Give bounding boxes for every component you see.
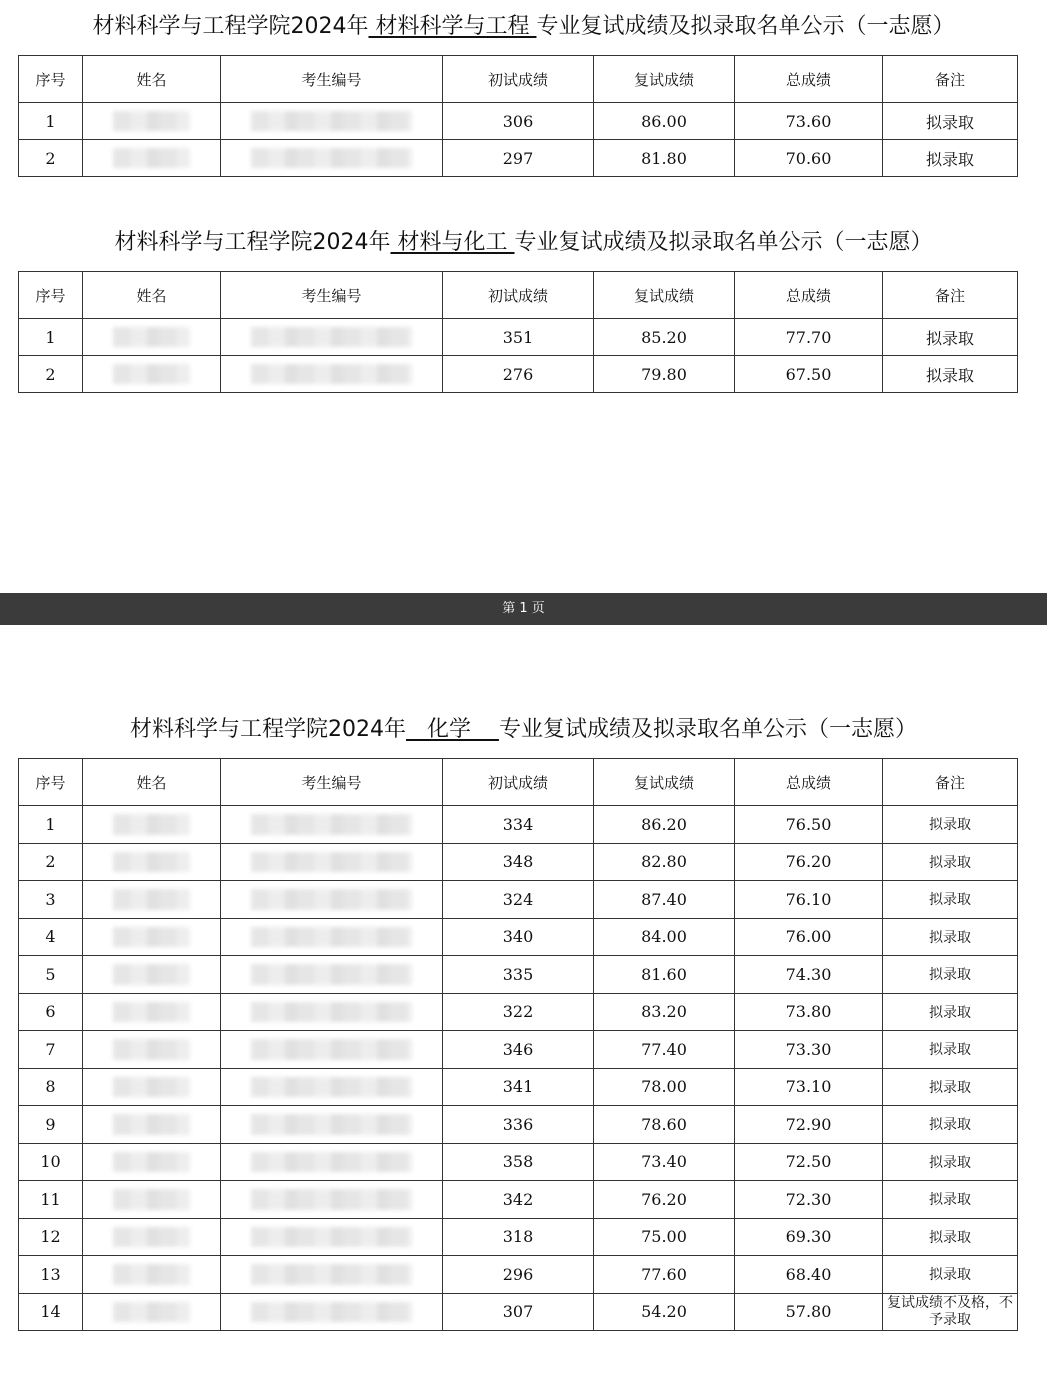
- cell-no: 5: [19, 956, 83, 994]
- cell-prelim-score: 346: [443, 1031, 594, 1069]
- table-row: [19, 356, 1018, 393]
- table-row: [19, 1256, 1018, 1294]
- header-exam-id: 考生编号: [221, 56, 443, 103]
- header-total: 总成绩: [735, 272, 883, 319]
- cell-prelim-score: 306: [443, 103, 594, 140]
- redaction-blur: [113, 1152, 190, 1173]
- redaction-blur: [251, 148, 412, 168]
- redaction-blur: [251, 1302, 412, 1323]
- cell-retest-score: 83.20: [594, 993, 735, 1031]
- cell-remark: 复试成绩不及格，不予录取: [883, 1293, 1018, 1331]
- title-major: 材料与化工: [390, 230, 515, 255]
- cell-name-redacted: [83, 319, 221, 356]
- header-total: 总成绩: [735, 56, 883, 103]
- cell-name-redacted: [83, 103, 221, 140]
- cell-exam-id-redacted: [221, 1256, 443, 1294]
- page-number-label: 第 1 页: [502, 601, 545, 616]
- cell-remark: 拟录取: [883, 1106, 1018, 1144]
- cell-prelim-score: 335: [443, 956, 594, 994]
- cell-retest-score: 82.80: [594, 843, 735, 881]
- redaction-blur: [113, 1302, 190, 1323]
- redaction-blur: [113, 852, 190, 873]
- table-row: [19, 806, 1018, 844]
- cell-total-score: 69.30: [735, 1218, 883, 1256]
- table-row: [19, 319, 1018, 356]
- redaction-blur: [113, 1039, 190, 1060]
- cell-retest-score: 76.20: [594, 1181, 735, 1219]
- cell-prelim-score: 324: [443, 881, 594, 919]
- header-retest: 复试成绩: [594, 56, 735, 103]
- redaction-blur: [113, 1189, 190, 1210]
- cell-prelim-score: 348: [443, 843, 594, 881]
- cell-no: 2: [19, 843, 83, 881]
- cell-prelim-score: 334: [443, 806, 594, 844]
- redaction-blur: [113, 327, 190, 347]
- section-2-title: [0, 228, 1047, 258]
- table-row: [19, 1106, 1018, 1144]
- redaction-blur: [251, 1227, 412, 1248]
- cell-exam-id-redacted: [221, 1218, 443, 1256]
- cell-prelim-score: 341: [443, 1068, 594, 1106]
- table-row: [19, 1218, 1018, 1256]
- cell-total-score: 76.00: [735, 918, 883, 956]
- cell-retest-score: 86.00: [594, 103, 735, 140]
- cell-retest-score: 75.00: [594, 1218, 735, 1256]
- cell-exam-id-redacted: [221, 1031, 443, 1069]
- table-row: [19, 1143, 1018, 1181]
- header-name: 姓名: [83, 759, 221, 806]
- redaction-blur: [113, 1227, 190, 1248]
- score-table-3: [18, 758, 1018, 1331]
- header-no: 序号: [19, 272, 83, 319]
- page-separator: [0, 593, 1047, 625]
- cell-no: 1: [19, 806, 83, 844]
- cell-exam-id-redacted: [221, 993, 443, 1031]
- header-no: 序号: [19, 759, 83, 806]
- cell-exam-id-redacted: [221, 1181, 443, 1219]
- cell-no: 1: [19, 319, 83, 356]
- redaction-blur: [113, 1077, 190, 1098]
- table-row: [19, 1293, 1018, 1331]
- cell-remark: 拟录取: [883, 806, 1018, 844]
- cell-prelim-score: 276: [443, 356, 594, 393]
- cell-exam-id-redacted: [221, 1293, 443, 1331]
- cell-no: 2: [19, 140, 83, 177]
- cell-name-redacted: [83, 1218, 221, 1256]
- cell-remark: 拟录取: [883, 956, 1018, 994]
- cell-exam-id-redacted: [221, 918, 443, 956]
- cell-name-redacted: [83, 843, 221, 881]
- cell-remark: 拟录取: [883, 1181, 1018, 1219]
- cell-no: 1: [19, 103, 83, 140]
- title-suffix: 专业复试成绩及拟录取名单公示（一志愿）: [498, 717, 917, 742]
- cell-prelim-score: 340: [443, 918, 594, 956]
- cell-name-redacted: [83, 993, 221, 1031]
- title-suffix: 专业复试成绩及拟录取名单公示（一志愿）: [514, 230, 933, 255]
- header-exam-id: 考生编号: [221, 759, 443, 806]
- redaction-blur: [113, 964, 190, 985]
- cell-total-score: 77.70: [735, 319, 883, 356]
- header-retest: 复试成绩: [594, 272, 735, 319]
- cell-no: 6: [19, 993, 83, 1031]
- cell-name-redacted: [83, 356, 221, 393]
- cell-prelim-score: 351: [443, 319, 594, 356]
- cell-prelim-score: 296: [443, 1256, 594, 1294]
- header-total: 总成绩: [735, 759, 883, 806]
- cell-total-score: 76.50: [735, 806, 883, 844]
- cell-retest-score: 84.00: [594, 918, 735, 956]
- cell-remark: 拟录取: [883, 1218, 1018, 1256]
- cell-no: 4: [19, 918, 83, 956]
- redaction-blur: [251, 889, 412, 910]
- cell-name-redacted: [83, 1106, 221, 1144]
- header-exam-id: 考生编号: [221, 272, 443, 319]
- redaction-blur: [251, 327, 412, 347]
- table-row: [19, 103, 1018, 140]
- cell-no: 13: [19, 1256, 83, 1294]
- cell-no: 12: [19, 1218, 83, 1256]
- cell-retest-score: 78.00: [594, 1068, 735, 1106]
- cell-retest-score: 79.80: [594, 356, 735, 393]
- table-row: [19, 1181, 1018, 1219]
- cell-no: 8: [19, 1068, 83, 1106]
- cell-name-redacted: [83, 1068, 221, 1106]
- table-row: [19, 881, 1018, 919]
- cell-total-score: 76.20: [735, 843, 883, 881]
- cell-total-score: 73.60: [735, 103, 883, 140]
- redaction-blur: [251, 1002, 412, 1023]
- cell-prelim-score: 322: [443, 993, 594, 1031]
- title-suffix: 专业复试成绩及拟录取名单公示（一志愿）: [536, 14, 955, 39]
- cell-name-redacted: [83, 1181, 221, 1219]
- redaction-blur: [251, 111, 412, 131]
- header-name: 姓名: [83, 272, 221, 319]
- cell-remark: 拟录取: [883, 140, 1018, 177]
- cell-retest-score: 81.60: [594, 956, 735, 994]
- redaction-blur: [251, 1264, 412, 1285]
- redaction-blur: [113, 1002, 190, 1023]
- cell-remark: 拟录取: [883, 103, 1018, 140]
- redaction-blur: [251, 1189, 412, 1210]
- table-row: [19, 843, 1018, 881]
- cell-prelim-score: 318: [443, 1218, 594, 1256]
- cell-exam-id-redacted: [221, 1068, 443, 1106]
- cell-retest-score: 85.20: [594, 319, 735, 356]
- cell-total-score: 72.50: [735, 1143, 883, 1181]
- cell-no: 2: [19, 356, 83, 393]
- title-prefix: 材料科学与工程学院2024年: [114, 230, 391, 255]
- section-3-title: [0, 715, 1047, 745]
- cell-exam-id-redacted: [221, 140, 443, 177]
- cell-name-redacted: [83, 806, 221, 844]
- cell-no: 3: [19, 881, 83, 919]
- redaction-blur: [251, 814, 412, 835]
- table-row: [19, 1031, 1018, 1069]
- redaction-blur: [251, 1152, 412, 1173]
- cell-total-score: 72.30: [735, 1181, 883, 1219]
- table-header-row: [19, 759, 1018, 806]
- table-row: [19, 140, 1018, 177]
- table-header-row: [19, 272, 1018, 319]
- cell-exam-id-redacted: [221, 103, 443, 140]
- cell-retest-score: 77.40: [594, 1031, 735, 1069]
- redaction-blur: [251, 1077, 412, 1098]
- cell-prelim-score: 307: [443, 1293, 594, 1331]
- table-row: [19, 993, 1018, 1031]
- cell-remark: 拟录取: [883, 1256, 1018, 1294]
- redaction-blur: [113, 148, 190, 168]
- cell-exam-id-redacted: [221, 806, 443, 844]
- cell-no: 14: [19, 1293, 83, 1331]
- section-1-title: [0, 12, 1047, 42]
- cell-retest-score: 77.60: [594, 1256, 735, 1294]
- redaction-blur: [113, 364, 190, 384]
- redaction-blur: [251, 1039, 412, 1060]
- header-no: 序号: [19, 56, 83, 103]
- cell-remark: 拟录取: [883, 993, 1018, 1031]
- cell-remark: 拟录取: [883, 881, 1018, 919]
- cell-name-redacted: [83, 140, 221, 177]
- cell-prelim-score: 342: [443, 1181, 594, 1219]
- header-prelim: 初试成绩: [443, 272, 594, 319]
- cell-total-score: 68.40: [735, 1256, 883, 1294]
- title-prefix: 材料科学与工程学院2024年: [92, 14, 369, 39]
- cell-prelim-score: 336: [443, 1106, 594, 1144]
- header-name: 姓名: [83, 56, 221, 103]
- header-prelim: 初试成绩: [443, 759, 594, 806]
- cell-retest-score: 73.40: [594, 1143, 735, 1181]
- cell-total-score: 74.30: [735, 956, 883, 994]
- redaction-blur: [251, 964, 412, 985]
- cell-exam-id-redacted: [221, 1106, 443, 1144]
- cell-remark: 拟录取: [883, 1031, 1018, 1069]
- cell-retest-score: 54.20: [594, 1293, 735, 1331]
- cell-name-redacted: [83, 1031, 221, 1069]
- cell-exam-id-redacted: [221, 356, 443, 393]
- cell-retest-score: 78.60: [594, 1106, 735, 1144]
- cell-remark: 拟录取: [883, 319, 1018, 356]
- cell-retest-score: 87.40: [594, 881, 735, 919]
- redaction-blur: [113, 814, 190, 835]
- table-row: [19, 956, 1018, 994]
- cell-total-score: 73.10: [735, 1068, 883, 1106]
- cell-name-redacted: [83, 881, 221, 919]
- redaction-blur: [113, 111, 190, 131]
- cell-exam-id-redacted: [221, 319, 443, 356]
- header-prelim: 初试成绩: [443, 56, 594, 103]
- redaction-blur: [113, 1114, 190, 1135]
- redaction-blur: [251, 852, 412, 873]
- cell-prelim-score: 297: [443, 140, 594, 177]
- cell-total-score: 72.90: [735, 1106, 883, 1144]
- cell-remark: 拟录取: [883, 843, 1018, 881]
- cell-exam-id-redacted: [221, 1143, 443, 1181]
- cell-exam-id-redacted: [221, 843, 443, 881]
- cell-total-score: 76.10: [735, 881, 883, 919]
- cell-prelim-score: 358: [443, 1143, 594, 1181]
- redaction-blur: [113, 927, 190, 948]
- cell-remark: 拟录取: [883, 1068, 1018, 1106]
- table-header-row: [19, 56, 1018, 103]
- redaction-blur: [251, 927, 412, 948]
- cell-retest-score: 86.20: [594, 806, 735, 844]
- redaction-blur: [251, 1114, 412, 1135]
- cell-remark: 拟录取: [883, 1143, 1018, 1181]
- title-major: 材料科学与工程: [368, 14, 537, 39]
- cell-name-redacted: [83, 1293, 221, 1331]
- header-remark: 备注: [883, 56, 1018, 103]
- title-prefix: 材料科学与工程学院2024年: [130, 717, 407, 742]
- cell-exam-id-redacted: [221, 881, 443, 919]
- cell-no: 7: [19, 1031, 83, 1069]
- table-row: [19, 918, 1018, 956]
- cell-total-score: 57.80: [735, 1293, 883, 1331]
- redaction-blur: [251, 364, 412, 384]
- cell-name-redacted: [83, 918, 221, 956]
- cell-name-redacted: [83, 1143, 221, 1181]
- header-retest: 复试成绩: [594, 759, 735, 806]
- cell-total-score: 73.80: [735, 993, 883, 1031]
- cell-retest-score: 81.80: [594, 140, 735, 177]
- cell-no: 9: [19, 1106, 83, 1144]
- redaction-blur: [113, 1264, 190, 1285]
- cell-total-score: 73.30: [735, 1031, 883, 1069]
- cell-no: 10: [19, 1143, 83, 1181]
- table-row: [19, 1068, 1018, 1106]
- cell-name-redacted: [83, 956, 221, 994]
- header-remark: 备注: [883, 272, 1018, 319]
- title-major: 化学: [406, 717, 499, 742]
- cell-total-score: 70.60: [735, 140, 883, 177]
- cell-remark: 拟录取: [883, 356, 1018, 393]
- score-table-2: [18, 271, 1018, 393]
- redaction-blur: [113, 889, 190, 910]
- cell-total-score: 67.50: [735, 356, 883, 393]
- cell-no: 11: [19, 1181, 83, 1219]
- cell-exam-id-redacted: [221, 956, 443, 994]
- header-remark: 备注: [883, 759, 1018, 806]
- cell-remark: 拟录取: [883, 918, 1018, 956]
- cell-name-redacted: [83, 1256, 221, 1294]
- score-table-1: [18, 55, 1018, 177]
